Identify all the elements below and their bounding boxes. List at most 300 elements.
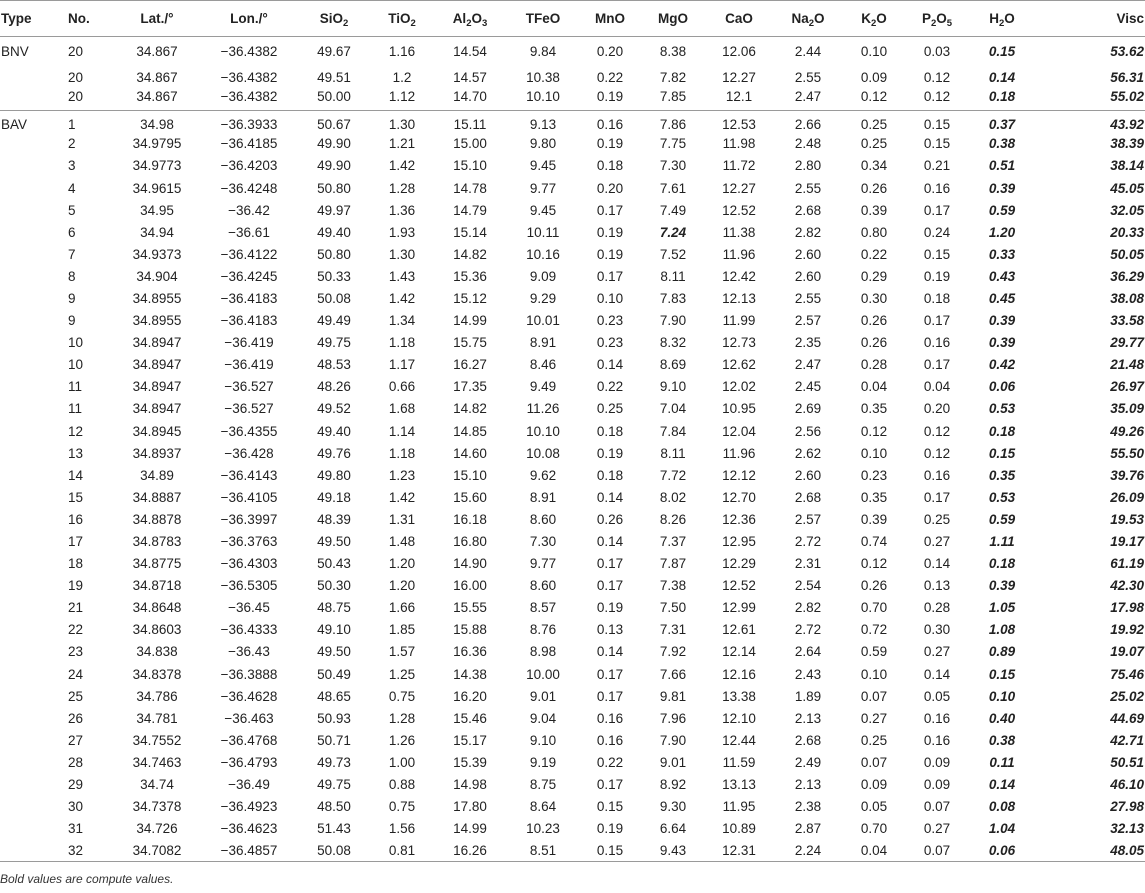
table-cell: 0.33 bbox=[988, 246, 1016, 262]
table-cell: 0.24 bbox=[923, 224, 951, 240]
table-cell: −36.4248 bbox=[220, 180, 278, 196]
table-cell: −36.61 bbox=[228, 224, 270, 240]
table-cell: 0.19 bbox=[596, 600, 624, 616]
table-cell: 34.838 bbox=[136, 644, 178, 660]
table-cell: 0.12 bbox=[923, 445, 951, 461]
table-cell: 2.72 bbox=[794, 622, 822, 638]
table-cell: 12.29 bbox=[722, 556, 756, 572]
table-cell: 0.20 bbox=[596, 44, 624, 60]
table-cell: 1.00 bbox=[388, 754, 416, 770]
table-cell: 38.08 bbox=[1110, 290, 1144, 306]
type-cell bbox=[0, 685, 62, 707]
table-cell: 0.18 bbox=[923, 290, 951, 306]
table-cell: 0.27 bbox=[923, 644, 951, 660]
table-cell: 0.28 bbox=[860, 357, 888, 373]
table-row bbox=[0, 354, 1145, 376]
table-cell: 1.05 bbox=[988, 600, 1016, 616]
table-cell: 29.77 bbox=[1110, 335, 1144, 351]
table-cell: −36.4245 bbox=[220, 268, 278, 284]
table-cell: 7.52 bbox=[659, 246, 687, 262]
table-cell: 34.8947 bbox=[132, 335, 182, 351]
table-cell: 2.64 bbox=[794, 644, 822, 660]
table-cell: 0.16 bbox=[596, 732, 624, 748]
table-cell: 0.09 bbox=[923, 777, 951, 793]
table-cell: 12.04 bbox=[722, 423, 756, 439]
table-cell: 2.87 bbox=[794, 821, 822, 837]
table-cell: 49.97 bbox=[317, 202, 351, 218]
table-cell: 51.43 bbox=[317, 821, 351, 837]
table-cell: 12.53 bbox=[722, 116, 756, 132]
type-cell bbox=[0, 332, 62, 354]
type-cell bbox=[0, 530, 62, 552]
table-cell: 1.20 bbox=[388, 578, 416, 594]
column-header: MgO bbox=[640, 1, 706, 37]
table-cell: −36.4623 bbox=[220, 821, 278, 837]
table-cell: 14.70 bbox=[434, 89, 506, 111]
table-cell: 0.19 bbox=[596, 821, 624, 837]
table-cell: 12.99 bbox=[722, 600, 756, 616]
table-cell: 0.15 bbox=[988, 44, 1016, 60]
table-cell: 1.23 bbox=[388, 467, 416, 483]
table-cell: −36.4122 bbox=[220, 246, 278, 262]
table-cell: 0.16 bbox=[923, 180, 951, 196]
table-cell: 7.30 bbox=[659, 158, 687, 174]
table-cell: 0.04 bbox=[923, 379, 951, 395]
table-cell: 0.27 bbox=[860, 710, 888, 726]
table-cell: 8.75 bbox=[529, 777, 557, 793]
type-cell bbox=[0, 376, 62, 398]
table-cell: 2.13 bbox=[794, 777, 822, 793]
table-cell: 0.08 bbox=[988, 799, 1016, 815]
table-cell: 49.67 bbox=[317, 44, 351, 60]
table-cell: −36.4768 bbox=[220, 732, 278, 748]
table-cell: 34.8648 bbox=[132, 600, 182, 616]
table-cell: 20 bbox=[62, 89, 114, 111]
table-cell: 9.43 bbox=[640, 840, 706, 862]
table-cell: 16 bbox=[68, 511, 84, 527]
table-cell: 0.09 bbox=[860, 70, 888, 86]
table-cell: 49.73 bbox=[317, 754, 351, 770]
column-header: Type bbox=[0, 1, 62, 37]
table-cell: 1 bbox=[68, 116, 76, 132]
table-cell: 11.59 bbox=[722, 754, 756, 770]
table-cell: 0.16 bbox=[923, 467, 951, 483]
table-cell: 2.35 bbox=[794, 335, 822, 351]
table-cell: 8.60 bbox=[529, 511, 557, 527]
table-cell: 1.36 bbox=[388, 202, 416, 218]
table-row bbox=[0, 67, 1145, 89]
table-cell: 0.23 bbox=[596, 335, 624, 351]
column-header: TiO$_2$ bbox=[370, 1, 434, 37]
table-cell: 15.88 bbox=[453, 622, 487, 638]
table-cell: 0.04 bbox=[844, 840, 904, 862]
table-cell: 2.54 bbox=[794, 578, 822, 594]
table-cell: 0.18 bbox=[988, 556, 1016, 572]
table-cell: 8.69 bbox=[659, 357, 687, 373]
table-cell: 11.99 bbox=[722, 313, 756, 329]
table-cell: 0.25 bbox=[923, 511, 951, 527]
table-cell: 10.10 bbox=[506, 89, 580, 111]
table-cell: 49.90 bbox=[317, 136, 351, 152]
table-cell: 15.12 bbox=[453, 290, 487, 306]
table-cell: 2.72 bbox=[794, 534, 822, 550]
table-cell: 49.51 bbox=[317, 70, 351, 86]
table-cell: −36.4143 bbox=[220, 467, 278, 483]
table-cell: 48.53 bbox=[317, 357, 351, 373]
table-cell: 49.52 bbox=[317, 401, 351, 417]
table-cell: 0.10 bbox=[860, 44, 888, 60]
table-cell: 0.19 bbox=[923, 268, 951, 284]
table-cell: 0.14 bbox=[988, 70, 1016, 86]
table-cell: 0.13 bbox=[923, 578, 951, 594]
table-cell: 34.8945 bbox=[132, 423, 182, 439]
table-cell: −36.4857 bbox=[200, 840, 298, 862]
table-cell: 2.31 bbox=[794, 556, 822, 572]
table-cell: 16.27 bbox=[453, 357, 487, 373]
table-cell: 21 bbox=[68, 600, 84, 616]
table-cell: 0.15 bbox=[596, 799, 624, 815]
table-cell: 12.95 bbox=[722, 534, 756, 550]
table-cell: 12.36 bbox=[722, 511, 756, 527]
table-cell: 34.8783 bbox=[132, 534, 182, 550]
table-cell: 0.75 bbox=[388, 799, 416, 815]
table-cell: 49.76 bbox=[317, 445, 351, 461]
table-cell: 0.17 bbox=[596, 688, 624, 704]
table-cell: 7.31 bbox=[659, 622, 687, 638]
column-header: $H_2O$ bbox=[970, 1, 1034, 37]
table-cell: 0.16 bbox=[923, 335, 951, 351]
table-cell: 20 bbox=[68, 70, 84, 86]
table-cell: 0.17 bbox=[596, 268, 624, 284]
table-cell: 34.9795 bbox=[132, 136, 182, 152]
table-cell: 8.57 bbox=[529, 600, 557, 616]
table-cell: 30 bbox=[68, 799, 84, 815]
table-cell: 12.10 bbox=[722, 710, 756, 726]
table-cell: 0.35 bbox=[860, 401, 888, 417]
table-cell: 14.57 bbox=[453, 70, 487, 86]
table-row bbox=[0, 243, 1145, 265]
table-row bbox=[0, 486, 1145, 508]
table-cell: 50.00 bbox=[298, 89, 370, 111]
table-cell: 7.37 bbox=[659, 534, 687, 550]
table-cell: 10.00 bbox=[526, 666, 560, 682]
table-cell: 13.13 bbox=[722, 777, 756, 793]
table-cell: 14.85 bbox=[453, 423, 487, 439]
table-cell: −36.4183 bbox=[220, 313, 278, 329]
column-header: CaO bbox=[706, 1, 772, 37]
table-cell: 50.80 bbox=[317, 180, 351, 196]
table-cell: 12 bbox=[68, 423, 84, 439]
table-cell: 1.04 bbox=[988, 821, 1016, 837]
table-cell: 7.96 bbox=[659, 710, 687, 726]
type-cell bbox=[0, 508, 62, 530]
table-cell: 2.13 bbox=[794, 710, 822, 726]
table-cell: 32.05 bbox=[1110, 202, 1144, 218]
table-cell: 0.40 bbox=[988, 710, 1016, 726]
table-cell: −36.527 bbox=[224, 379, 274, 395]
table-cell: 1.66 bbox=[388, 600, 416, 616]
table-cell: 0.19 bbox=[596, 224, 624, 240]
table-cell: 0.25 bbox=[860, 732, 888, 748]
table-cell: 34.74 bbox=[140, 777, 174, 793]
table-cell: 0.35 bbox=[860, 489, 888, 505]
table-cell: 49.49 bbox=[317, 313, 351, 329]
table-cell: 12.13 bbox=[722, 290, 756, 306]
table-cell: 15.10 bbox=[453, 158, 487, 174]
table-cell: 15.36 bbox=[453, 268, 487, 284]
column-header: Lon./° bbox=[200, 1, 298, 37]
table-cell: 28 bbox=[68, 754, 84, 770]
table-cell: 11 bbox=[68, 379, 83, 395]
table-row bbox=[0, 111, 1145, 133]
table-cell: 34.8775 bbox=[132, 556, 182, 572]
table-cell: 1.26 bbox=[388, 732, 416, 748]
column-header: No. bbox=[62, 1, 114, 37]
table-row bbox=[0, 508, 1145, 530]
table-cell: −36.3888 bbox=[220, 666, 278, 682]
table-cell: 34.95 bbox=[140, 202, 174, 218]
table-cell: 44.69 bbox=[1110, 710, 1144, 726]
table-cell: 2.48 bbox=[794, 136, 822, 152]
table-cell: 0.12 bbox=[860, 423, 888, 439]
table-cell: 53.62 bbox=[1110, 44, 1144, 60]
table-cell: 2.55 bbox=[794, 70, 822, 86]
table-cell: 7.61 bbox=[659, 180, 687, 196]
table-cell: 0.45 bbox=[988, 290, 1016, 306]
table-cell: 2.60 bbox=[794, 246, 822, 262]
table-cell: 0.42 bbox=[988, 357, 1016, 373]
table-cell: 11.98 bbox=[722, 136, 756, 152]
type-cell bbox=[0, 177, 62, 199]
table-cell: 75.46 bbox=[1110, 666, 1144, 682]
table-cell: 0.14 bbox=[923, 556, 951, 572]
type-cell bbox=[0, 796, 62, 818]
table-cell: 7.85 bbox=[640, 89, 706, 111]
table-cell: 26.09 bbox=[1110, 489, 1144, 505]
table-row bbox=[0, 707, 1145, 729]
table-row bbox=[0, 133, 1145, 155]
table-cell: 21.48 bbox=[1110, 357, 1144, 373]
table-cell: 0.23 bbox=[596, 313, 624, 329]
table-cell: 25 bbox=[68, 688, 84, 704]
table-cell: 12.62 bbox=[722, 357, 756, 373]
table-cell: 0.20 bbox=[596, 180, 624, 196]
table-cell: 0.16 bbox=[923, 710, 951, 726]
table-cell: 49.26 bbox=[1110, 423, 1144, 439]
table-footnote: Bold values are compute values. bbox=[0, 872, 174, 886]
table-cell: 2.57 bbox=[794, 511, 822, 527]
table-cell: 49.18 bbox=[317, 489, 351, 505]
table-cell: 1.48 bbox=[388, 534, 416, 550]
table-cell: 1.08 bbox=[988, 622, 1016, 638]
table-cell: 0.06 bbox=[970, 840, 1034, 862]
table-cell: 0.10 bbox=[860, 445, 888, 461]
table-cell: 16.80 bbox=[453, 534, 487, 550]
table-cell: −36.3763 bbox=[220, 534, 278, 550]
column-header: $K_2O$ bbox=[844, 1, 904, 37]
column-header: $Na_2O$ bbox=[772, 1, 844, 37]
type-cell bbox=[0, 840, 62, 862]
table-cell: 10.89 bbox=[722, 821, 756, 837]
table-cell: 1.31 bbox=[388, 511, 416, 527]
table-cell: 0.22 bbox=[860, 246, 888, 262]
table-row bbox=[0, 221, 1145, 243]
table-cell: 0.38 bbox=[988, 136, 1016, 152]
column-header: SiO$_2$ bbox=[298, 1, 370, 37]
table-cell: −36.4923 bbox=[220, 799, 278, 815]
table-cell: 7.50 bbox=[659, 600, 687, 616]
table-cell: 8.91 bbox=[529, 489, 557, 505]
type-cell bbox=[0, 243, 62, 265]
table-cell: 0.22 bbox=[596, 379, 624, 395]
table-cell: 7.84 bbox=[659, 423, 687, 439]
table-cell: 2.45 bbox=[794, 379, 822, 395]
type-cell bbox=[0, 486, 62, 508]
table-cell: 46.10 bbox=[1110, 777, 1144, 793]
type-cell bbox=[0, 729, 62, 751]
table-cell: −36.4303 bbox=[220, 556, 278, 572]
table-cell: 23 bbox=[68, 644, 84, 660]
table-cell: −36.428 bbox=[224, 445, 274, 461]
table-cell: 34.8947 bbox=[132, 401, 182, 417]
table-cell: 0.74 bbox=[860, 534, 888, 550]
table-cell: 34.8887 bbox=[132, 489, 182, 505]
table-cell: 0.39 bbox=[988, 180, 1016, 196]
table-cell: 2.44 bbox=[794, 44, 822, 60]
table-cell: 17.35 bbox=[453, 379, 487, 395]
table-cell: 0.12 bbox=[844, 89, 904, 111]
table-cell: 0.81 bbox=[370, 840, 434, 862]
table-cell: 16.18 bbox=[453, 511, 487, 527]
type-cell bbox=[0, 354, 62, 376]
table-cell: 9.01 bbox=[659, 754, 687, 770]
table-cell: 11 bbox=[68, 401, 83, 417]
table-cell: 34.8718 bbox=[132, 578, 182, 594]
table-cell: 50.43 bbox=[317, 556, 351, 572]
table-cell: 0.19 bbox=[596, 445, 624, 461]
table-row bbox=[0, 37, 1145, 67]
table-row bbox=[0, 177, 1145, 199]
table-cell: 1.34 bbox=[388, 313, 416, 329]
table-cell: 12.16 bbox=[722, 666, 756, 682]
table-cell: 0.34 bbox=[860, 158, 888, 174]
table-cell: 8.02 bbox=[659, 489, 687, 505]
table-cell: 26.97 bbox=[1110, 379, 1144, 395]
table-cell: 0.07 bbox=[904, 840, 970, 862]
table-cell: 9.45 bbox=[529, 202, 557, 218]
type-cell bbox=[0, 707, 62, 729]
table-cell: 0.26 bbox=[860, 578, 888, 594]
type-cell bbox=[0, 287, 62, 309]
table-cell: 0.80 bbox=[860, 224, 888, 240]
table-cell: 2.55 bbox=[794, 290, 822, 306]
table-cell: 0.16 bbox=[596, 116, 624, 132]
table-cell: 0.12 bbox=[923, 423, 951, 439]
table-cell: 48.05 bbox=[1034, 840, 1145, 862]
type-cell bbox=[0, 67, 62, 89]
table-cell: 0.15 bbox=[988, 666, 1016, 682]
table-cell: 2.60 bbox=[794, 268, 822, 284]
table-cell: 0.38 bbox=[988, 732, 1016, 748]
table-cell: 31 bbox=[68, 821, 84, 837]
table-cell: 0.04 bbox=[860, 379, 888, 395]
table-row bbox=[0, 619, 1145, 641]
table-cell: 9.09 bbox=[529, 268, 557, 284]
type-cell bbox=[0, 265, 62, 287]
table-cell: 7.92 bbox=[659, 644, 687, 660]
table-cell: 0.75 bbox=[388, 688, 416, 704]
table-cell: 2.68 bbox=[794, 732, 822, 748]
table-cell: 8.91 bbox=[529, 335, 557, 351]
table-cell: 0.27 bbox=[923, 821, 951, 837]
table-cell: 17.80 bbox=[453, 799, 487, 815]
table-cell: 0.51 bbox=[988, 158, 1016, 174]
table-cell: 34.9373 bbox=[132, 246, 182, 262]
table-row bbox=[0, 597, 1145, 619]
table-cell: −36.4793 bbox=[220, 754, 278, 770]
table-cell: 2.55 bbox=[794, 180, 822, 196]
table-cell: 34.7082 bbox=[114, 840, 200, 862]
table-cell: 9.49 bbox=[529, 379, 557, 395]
table-row bbox=[0, 729, 1145, 751]
table-cell: 11.96 bbox=[722, 445, 756, 461]
table-cell: 2 bbox=[68, 136, 76, 152]
type-cell bbox=[0, 420, 62, 442]
table-cell: 0.89 bbox=[988, 644, 1016, 660]
table-cell: 8.32 bbox=[659, 335, 687, 351]
table-cell: 25.02 bbox=[1110, 688, 1144, 704]
table-cell: 1.12 bbox=[370, 89, 434, 111]
table-cell: 9.77 bbox=[529, 556, 557, 572]
type-cell bbox=[0, 818, 62, 840]
table-cell: 38.39 bbox=[1110, 136, 1144, 152]
table-cell: −36.3997 bbox=[220, 511, 278, 527]
table-cell: 9.30 bbox=[659, 799, 687, 815]
table-cell: 16.36 bbox=[453, 644, 487, 660]
table-cell: 8.51 bbox=[506, 840, 580, 862]
table-cell: 15.39 bbox=[453, 754, 487, 770]
table-cell: 0.22 bbox=[596, 754, 624, 770]
table-cell: 11.95 bbox=[722, 799, 756, 815]
type-cell bbox=[0, 89, 62, 111]
table-cell: 8.76 bbox=[529, 622, 557, 638]
table-cell: 0.03 bbox=[923, 44, 951, 60]
table-cell: 0.25 bbox=[860, 136, 888, 152]
column-header: Lat./° bbox=[114, 1, 200, 37]
table-cell: −36.419 bbox=[224, 335, 274, 351]
table-cell: 0.14 bbox=[923, 666, 951, 682]
type-cell bbox=[0, 199, 62, 221]
table-cell: −36.5305 bbox=[220, 578, 278, 594]
table-cell: 2.68 bbox=[794, 202, 822, 218]
table-cell: 34.94 bbox=[140, 224, 174, 240]
table-cell: 50.80 bbox=[317, 246, 351, 262]
table-cell: 49.90 bbox=[317, 158, 351, 174]
table-cell: 0.15 bbox=[923, 116, 951, 132]
table-cell: 13 bbox=[68, 445, 84, 461]
table-cell: 6 bbox=[68, 224, 76, 240]
table-cell: 34.8955 bbox=[132, 313, 182, 329]
table-cell: 42.71 bbox=[1110, 732, 1144, 748]
table-cell: 0.21 bbox=[923, 158, 951, 174]
table-row bbox=[0, 199, 1145, 221]
type-cell bbox=[0, 133, 62, 155]
table-cell: 0.72 bbox=[860, 622, 888, 638]
table-cell: 10.08 bbox=[526, 445, 560, 461]
table-cell: 1.42 bbox=[388, 290, 416, 306]
table-cell: 0.10 bbox=[988, 688, 1016, 704]
table-cell: 7.30 bbox=[529, 534, 557, 550]
